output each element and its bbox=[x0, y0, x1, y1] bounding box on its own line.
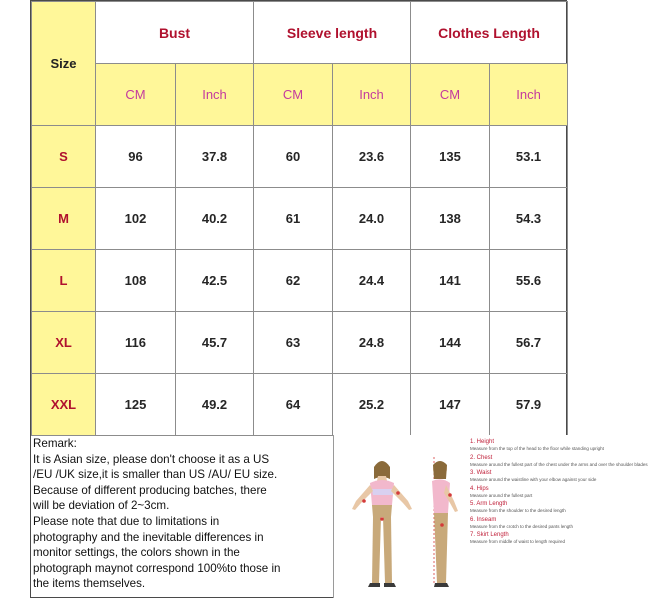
measurement-list bbox=[470, 439, 648, 548]
remark-line: /EU /UK size,it is smaller than US /AU/ EU size. bbox=[33, 468, 278, 482]
measure-desc: Measure around the fullest part of the chest under the arms and over the shoulder blades bbox=[470, 461, 648, 467]
value-cell: 135 bbox=[411, 126, 490, 188]
size-label: S bbox=[32, 126, 96, 188]
value-cell: 96 bbox=[96, 126, 176, 188]
size-label: XXL bbox=[32, 374, 96, 436]
unit-header: CM bbox=[411, 64, 490, 126]
value-cell: 55.6 bbox=[490, 250, 568, 312]
measure-desc: Measure from the top of the head to the floor while standing upright bbox=[470, 446, 604, 451]
front-figure-icon bbox=[352, 461, 412, 587]
value-cell: 53.1 bbox=[490, 126, 568, 188]
remark-line: photography and the inevitable differences in bbox=[33, 530, 264, 544]
size-label: L bbox=[32, 250, 96, 312]
size-label: XL bbox=[32, 312, 96, 374]
value-cell: 116 bbox=[96, 312, 176, 374]
measure-title: 7. Skirt Length bbox=[470, 532, 509, 538]
remark-text bbox=[33, 436, 333, 592]
value-cell: 147 bbox=[411, 374, 490, 436]
measure-item bbox=[470, 454, 648, 468]
measure-title: 6. Inseam bbox=[470, 516, 497, 523]
unit-header: Inch bbox=[333, 64, 411, 126]
measure-title: 5. Arm Length bbox=[470, 501, 508, 507]
remark-heading: Remark: bbox=[33, 437, 77, 450]
measure-item bbox=[470, 470, 597, 483]
measure-title: 4. Hips bbox=[470, 485, 489, 492]
value-cell: 108 bbox=[96, 250, 176, 312]
unit-header: Inch bbox=[176, 64, 254, 126]
measure-item bbox=[470, 439, 604, 452]
value-cell: 144 bbox=[411, 312, 490, 374]
value-cell: 24.0 bbox=[333, 188, 411, 250]
remark-area bbox=[31, 435, 648, 598]
clothes-length-header: Clothes Length bbox=[411, 2, 568, 64]
size-header: Size bbox=[32, 2, 96, 126]
unit-header: Inch bbox=[490, 64, 568, 126]
table-row bbox=[32, 126, 568, 188]
value-cell: 62 bbox=[254, 250, 333, 312]
value-cell: 57.9 bbox=[490, 374, 568, 436]
header-unit-row bbox=[32, 64, 568, 126]
value-cell: 24.8 bbox=[333, 312, 411, 374]
value-cell: 56.7 bbox=[490, 312, 568, 374]
measure-item bbox=[470, 516, 574, 530]
sleeve-length-header: Sleeve length bbox=[254, 2, 411, 64]
size-table bbox=[31, 1, 568, 436]
value-cell: 25.2 bbox=[333, 374, 411, 436]
size-label: M bbox=[32, 188, 96, 250]
remark-line: monitor settings, the colors shown in the bbox=[33, 546, 240, 560]
remark-line: photograph maynot correspond 100%to those in bbox=[33, 561, 281, 575]
measure-item bbox=[470, 501, 566, 514]
remark-line: Because of different producing batches, there bbox=[33, 483, 267, 497]
measure-item bbox=[470, 486, 566, 499]
remark-line: will be deviation of 2~3cm. bbox=[33, 499, 170, 513]
value-cell: 23.6 bbox=[333, 126, 411, 188]
value-cell: 37.8 bbox=[176, 126, 254, 188]
unit-header: CM bbox=[254, 64, 333, 126]
value-cell: 40.2 bbox=[176, 188, 254, 250]
side-figure-icon bbox=[432, 457, 458, 587]
value-cell: 60 bbox=[254, 126, 333, 188]
value-cell: 45.7 bbox=[176, 312, 254, 374]
remark-line: the items themselves. bbox=[33, 577, 146, 591]
measure-title: 2. Chest bbox=[470, 454, 493, 461]
value-cell: 42.5 bbox=[176, 250, 254, 312]
measure-title: 1. Height bbox=[470, 439, 495, 445]
value-cell: 64 bbox=[254, 374, 333, 436]
measure-item bbox=[470, 532, 566, 545]
value-cell: 61 bbox=[254, 188, 333, 250]
measure-desc: Measure from the shoulder to the desired length bbox=[470, 508, 566, 513]
measure-desc: Measure from the crotch to the desired pants length bbox=[470, 523, 574, 529]
value-cell: 24.4 bbox=[333, 250, 411, 312]
measurement-figures-illustration bbox=[334, 435, 470, 598]
remark-line: It is Asian size, please don't choose it as a US bbox=[33, 452, 270, 466]
table-row bbox=[32, 312, 568, 374]
size-chart-sheet bbox=[30, 0, 648, 598]
value-cell: 49.2 bbox=[176, 374, 254, 436]
measure-desc: Measure around the fullest part bbox=[470, 492, 533, 498]
value-cell: 63 bbox=[254, 312, 333, 374]
value-cell: 141 bbox=[411, 250, 490, 312]
table-row bbox=[32, 188, 568, 250]
measure-desc: Measure around the waistline with your elbow against your side bbox=[470, 477, 597, 482]
value-cell: 138 bbox=[411, 188, 490, 250]
measure-desc: Measure from middle of waist to length required bbox=[470, 539, 566, 544]
table-row bbox=[32, 250, 568, 312]
unit-header: CM bbox=[96, 64, 176, 126]
table-row bbox=[32, 374, 568, 436]
value-cell: 54.3 bbox=[490, 188, 568, 250]
bust-header: Bust bbox=[96, 2, 254, 64]
measurement-guide-panel bbox=[333, 435, 648, 598]
value-cell: 125 bbox=[96, 374, 176, 436]
value-cell: 102 bbox=[96, 188, 176, 250]
remark-line: Please note that due to limitations in bbox=[33, 514, 220, 528]
measure-title: 3. Waist bbox=[470, 470, 492, 476]
header-group-row bbox=[32, 2, 568, 64]
